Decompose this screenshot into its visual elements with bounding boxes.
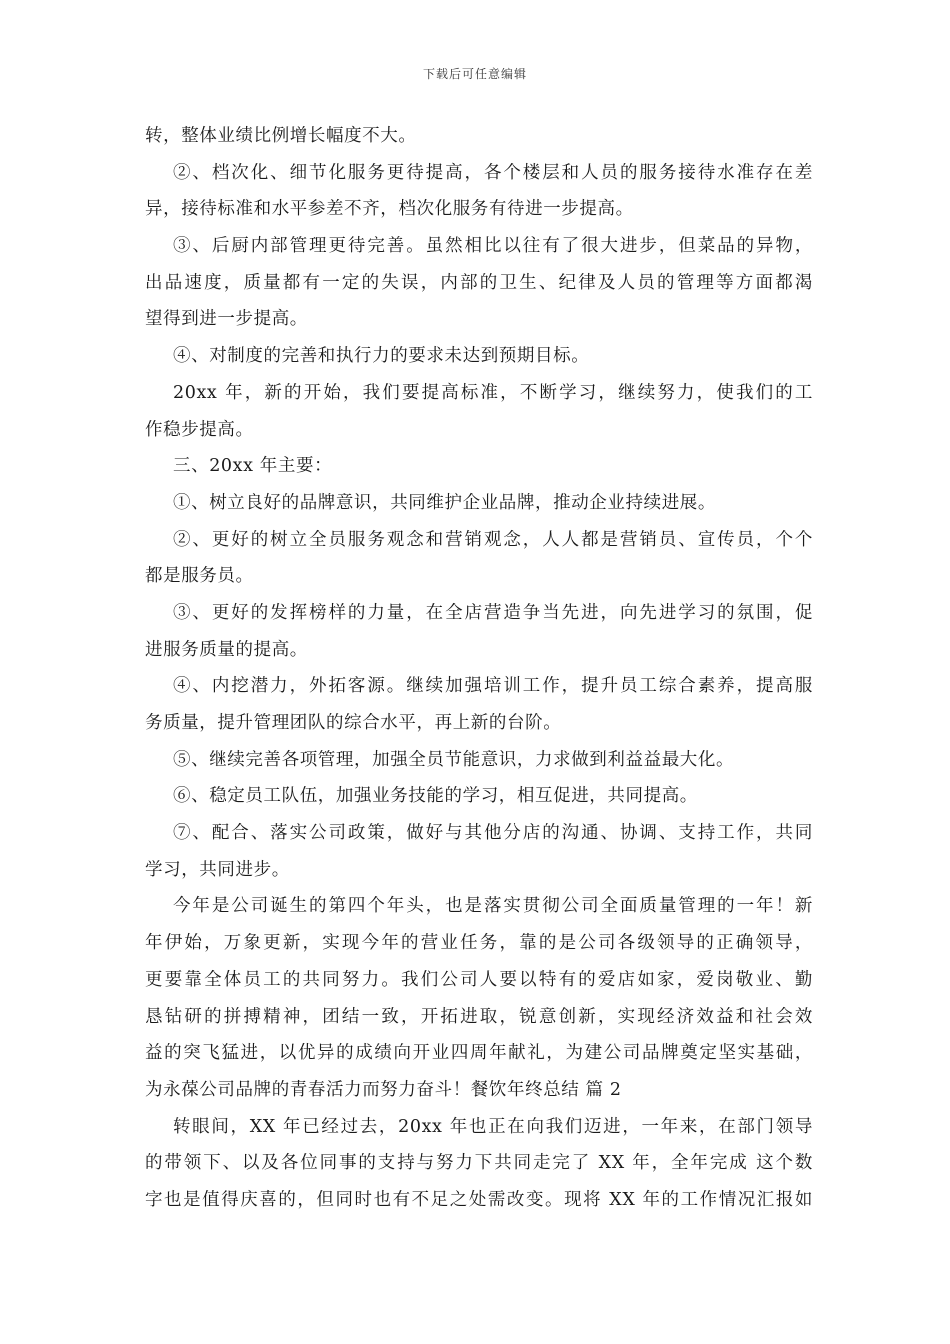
text-line: ①、树立良好的品牌意识，共同维护企业品牌，推动企业持续进展。 [173, 492, 716, 513]
text-line: 三、20xx 年主要： [173, 456, 333, 477]
text-line: 字也是值得庆喜的，但同时也有不足之处需改变。现将 XX 年的工作情况汇报如 [145, 1189, 813, 1210]
text-line: ④、内挖潜力，外拓客源。继续加强培训工作，提升员工综合素养，提高服 [173, 676, 813, 697]
text-line: ③、后厨内部管理更待完善。虽然相比以往有了很大进步，但菜品的异物， [173, 236, 813, 257]
text-line: 作稳步提高。 [145, 419, 254, 440]
text-line: 20xx 年，新的开始，我们要提高标准，不断学习，继续努力，使我们的工 [173, 382, 813, 403]
text-line: ④、对制度的完善和执行力的要求未达到预期目标。 [173, 346, 590, 367]
text-line: 为永葆公司品牌的青春活力而努力奋斗！餐饮年终总结 篇 2 [145, 1079, 622, 1100]
text-line: 的带领下、以及各位同事的支持与努力下共同走完了 XX 年，全年完成 这个数 [145, 1153, 813, 1174]
text-line: 学习，共同进步。 [145, 859, 290, 880]
text-line: 望得到进一步提高。 [145, 309, 308, 330]
text-line: 务质量，提升管理团队的综合水平，再上新的台阶。 [145, 713, 562, 733]
text-line: 异，接待标准和水平参差不齐，档次化服务有待进一步提高。 [145, 199, 634, 220]
document-body [145, 118, 813, 1219]
text-line: 今年是公司诞生的第四个年头，也是落实贯彻公司全面质量管理的一年！新 [173, 896, 813, 917]
text-line: ⑤、继续完善各项管理，加强全员节能意识，力求做到利益益最大化。 [173, 749, 735, 770]
page-header: 下载后可任意编辑 [422, 67, 527, 81]
text-line: 恳钻研的拼搏精神，团结一致，开拓进取，锐意创新，实现经济效益和社会效 [145, 1006, 813, 1027]
text-line: 出品速度，质量都有一定的失误，内部的卫生、纪律及人员的管理等方面都渴 [145, 272, 813, 293]
text-line: ⑥、稳定员工队伍，加强业务技能的学习，相互促进，共同提高。 [173, 786, 698, 807]
text-line: ⑦、配合、落实公司政策，做好与其他分店的沟通、协调、支持工作，共同 [173, 823, 813, 844]
text-line: 进服务质量的提高。 [145, 639, 308, 660]
text-line: 转眼间，XX 年已经过去，20xx 年也正在向我们迈进，一年来，在部门领导 [173, 1116, 813, 1137]
text-line: ②、更好的树立全员服务观念和营销观念，人人都是营销员、宣传员，个个 [173, 529, 813, 550]
text-line: 更要靠全体员工的共同努力。我们公司人要以特有的爱店如家，爱岗敬业、勤 [145, 969, 813, 990]
text-line: 年伊始，万象更新，实现今年的营业任务，靠的是公司各级领导的正确领导， [145, 933, 813, 954]
text-line: ②、档次化、细节化服务更待提高，各个楼层和人员的服务接待水准存在差 [173, 162, 813, 183]
text-line: 益的突飞猛进，以优异的成绩向开业四周年献礼，为建公司品牌奠定坚实基础， [145, 1043, 813, 1064]
text-line: 转，整体业绩比例增长幅度不大。 [145, 126, 417, 146]
text-line: 都是服务员。 [145, 566, 254, 587]
text-line: ③、更好的发挥榜样的力量，在全店营造争当先进，向先进学习的氛围，促 [173, 602, 813, 623]
